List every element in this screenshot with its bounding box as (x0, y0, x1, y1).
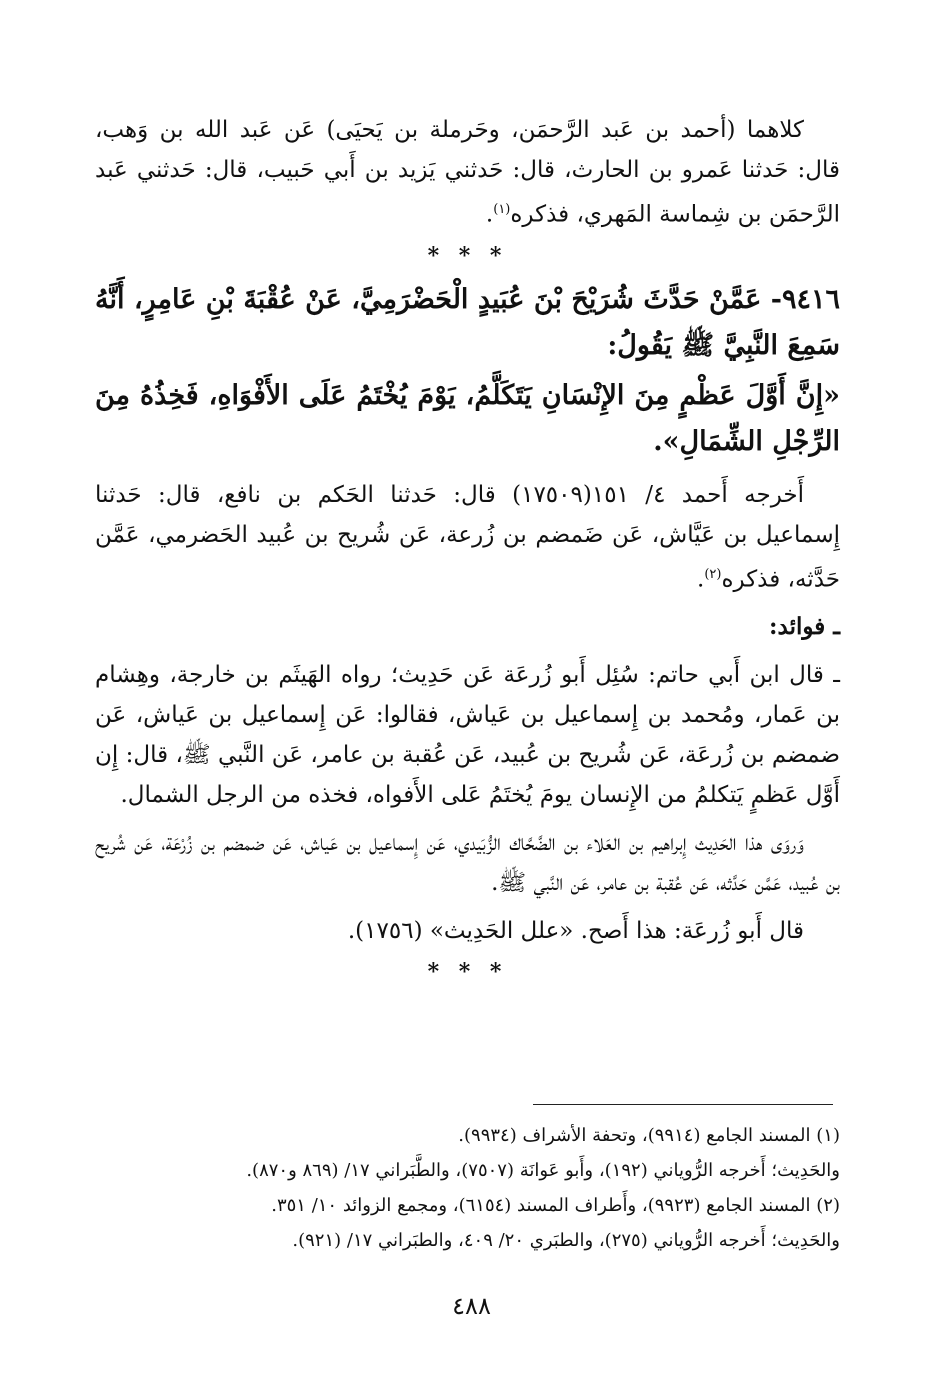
footnote-2: (٢) المسند الجامع (٩٩٢٣)، وأَطراف المسند (٦١٥٤)، ومجمع الزوائد ١٠/ ٣٥١. (271, 1195, 840, 1216)
hadith-intro: ٩٤١٦- عَمَّنْ حَدَّثَ شُرَيْحَ بْنَ عُبَيدٍ الْحَضْرَمِيَّ، عَنْ عُقْبَةَ بْنِ عَامِرٍ، أَنَّهُ سَمِعَ النَّبِيَّ ﷺ يَقُولُ: (95, 283, 840, 361)
footnotes (95, 1118, 840, 1258)
section-separator: * * * (427, 242, 508, 269)
paragraph-fawaid: ـ قال ابن أَبي حاتم: سُئِل أَبو زُرعَة عَن حَدِيث؛ رواه الهَيثَم بن خارجة، وهِشام بن عَمار، ومُحمد بن إِسماعيل بن عَياش، فقالوا: عَن إِسماعيل بن عَياش، عَن ضمضم بن زُرعَة، عَن شُريح بن عُبيد، عَن عُقبة بن عامر، عَن النَّبي ﷺ، قال: إِن أَوَّل عَظمٍ يَتكلمُ من الإِنسان يومَ يُختَمُ عَلى الأَفواه، فخذه من الرجل الشمال. (95, 662, 840, 809)
chain-end: . (485, 201, 494, 228)
paragraph-riwaya: وَروَى هذا الحَدِيث إِبراهيم بن العَلاء بن الضَّحَّاك الزُّبَيدي، عَن إِسماعيل بن عَياش، عَن ضمضم بن زُرْعَة، عَن شُريح بن عُبيد، عَمَّن حَدَّثه، عَن عُقبة بن عامر، عَن النَّبي ﷺ. (95, 830, 840, 897)
paragraph-chain (95, 110, 840, 235)
takhrij-text: أَخرجه أَحمد ٤/ ١٥١(١٧٥٠٩) قال: حَدثنا الحَكم بن نافع، قال: حَدثنا إِسماعيل بن عَيَّاش، عَن ضَمضم بن زُرعة، عَن شُريح بن عُبيد الحَضرمي، عَمَّن حَدَّثه، فذكره (95, 481, 840, 593)
fawaid-heading: ـ فوائد: (769, 613, 840, 641)
footnote-divider (533, 1104, 833, 1105)
takhrij-end: . (697, 566, 705, 593)
paragraph-takhrij (95, 475, 840, 600)
hadith-matn: «إِنَّ أَوَّلَ عَظْمٍ مِنَ الإِنْسَانِ يَتَكَلَّمُ، يَوْمَ يُخْتَمُ عَلَى الأَفْوَاهِ، فَخِذُهُ مِنَ الرِّجْلِ الشِّمَالِ». (95, 379, 840, 457)
footnote-2-continued: والحَدِيث؛ أَخرجه الرُّوياني (٢٧٥)، والطبَري ٢٠/ ٤٠٩، والطبَراني ١٧/ (٩٢١). (292, 1230, 840, 1251)
footnote-ref-1: (١) (493, 202, 511, 217)
footnote-1: (١) المسند الجامع (٩٩١٤)، وتحفة الأشراف (٩٩٣٤). (458, 1125, 840, 1146)
paragraph-conclusion: قال أَبو زُرعَة: هذا أَصح. «علل الحَدِيث» (١٧٥٦). (347, 918, 804, 945)
footnote-1-continued: والحَدِيث؛ أَخرجه الرُّوياني (١٩٢)، وأَبو عَوانَة (٧٥٠٧)، والطَّبَراني ١٧/ (٨٦٩ و٨٧٠). (246, 1160, 840, 1181)
page-number: ٤٨٨ (452, 1292, 491, 1320)
chain-text: كلاهما (أحمد بن عَبد الرَّحمَن، وحَرملة بن يَحيَى) عَن عَبد الله بن وَهب، قال: حَدثنا عَمرو بن الحارث، قال: حَدثني يَزيد بن أَبي حَبيب، قال: حَدثني عَبد الرَّحمَن بن شِماسة المَهري، فذكره (95, 117, 840, 228)
section-separator-end: * * * (427, 959, 508, 986)
footnote-ref-2: (٢) (704, 566, 722, 582)
main-text (95, 110, 840, 993)
